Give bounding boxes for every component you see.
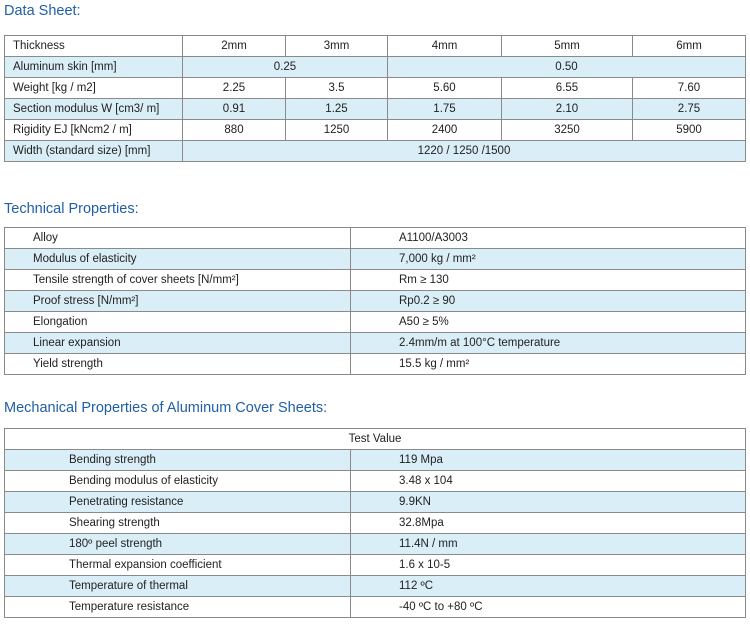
table-row — [5, 597, 746, 618]
table-cell: 2400 — [388, 120, 502, 141]
property-value: A50 ≥ 5% — [351, 312, 746, 333]
table-row — [5, 555, 746, 576]
property-value: 3.48 x 104 — [351, 471, 746, 492]
property-label: 180º peel strength — [5, 534, 351, 555]
table-cell: 1250 — [286, 120, 388, 141]
table-cell: 3.5 — [286, 78, 388, 99]
property-value: 9.9KN — [351, 492, 746, 513]
col-header: 4mm — [388, 36, 502, 57]
col-header: 3mm — [286, 36, 388, 57]
table-row — [5, 354, 746, 375]
table-row — [5, 270, 746, 291]
data-sheet-title: Data Sheet: — [4, 3, 81, 19]
property-value: 1.6 x 10-5 — [351, 555, 746, 576]
property-value: 119 Mpa — [351, 450, 746, 471]
mechanical-table — [4, 428, 746, 618]
section-modulus-label: Section modulus W [cm3/ m] — [5, 99, 183, 120]
table-cell: 7.60 — [633, 78, 746, 99]
property-label: Tensile strength of cover sheets [N/mm²] — [5, 270, 351, 291]
property-value: 11.4N / mm — [351, 534, 746, 555]
property-label: Bending modulus of elasticity — [5, 471, 351, 492]
technical-title: Technical Properties: — [4, 201, 139, 217]
table-row — [5, 333, 746, 354]
table-cell: 0.91 — [183, 99, 286, 120]
property-value: Rm ≥ 130 — [351, 270, 746, 291]
property-label: Shearing strength — [5, 513, 351, 534]
table-cell: 5900 — [633, 120, 746, 141]
table-cell: 2.10 — [502, 99, 633, 120]
property-label: Bending strength — [5, 450, 351, 471]
property-label: Temperature of thermal — [5, 576, 351, 597]
width-value: 1220 / 1250 /1500 — [183, 141, 746, 162]
table-cell: 2.75 — [633, 99, 746, 120]
table-row — [5, 312, 746, 333]
mechanical-title: Mechanical Properties of Aluminum Cover Sheets: — [4, 400, 328, 416]
col-header: 6mm — [633, 36, 746, 57]
table-row — [5, 429, 746, 450]
property-value: 112 ºC — [351, 576, 746, 597]
property-label: Proof stress [N/mm²] — [5, 291, 351, 312]
table-row — [5, 57, 746, 78]
table-row — [5, 249, 746, 270]
table-row — [5, 492, 746, 513]
table-row — [5, 120, 746, 141]
property-value: 7,000 kg / mm² — [351, 249, 746, 270]
table-row — [5, 450, 746, 471]
aluminum-skin-label: Aluminum skin [mm] — [5, 57, 183, 78]
property-label: Alloy — [5, 228, 351, 249]
rigidity-label: Rigidity EJ [kNcm2 / m] — [5, 120, 183, 141]
technical-table — [4, 227, 746, 375]
aluminum-skin-thick: 0.50 — [388, 57, 746, 78]
property-value: 32.8Mpa — [351, 513, 746, 534]
table-cell: 880 — [183, 120, 286, 141]
property-label: Linear expansion — [5, 333, 351, 354]
property-label: Elongation — [5, 312, 351, 333]
table-cell: 1.25 — [286, 99, 388, 120]
table-row — [5, 513, 746, 534]
table-row — [5, 141, 746, 162]
test-value-header: Test Value — [5, 429, 746, 450]
property-label: Penetrating resistance — [5, 492, 351, 513]
table-cell: 3250 — [502, 120, 633, 141]
aluminum-skin-thin: 0.25 — [183, 57, 388, 78]
property-value: A1100/A3003 — [351, 228, 746, 249]
weight-label: Weight [kg / m2] — [5, 78, 183, 99]
table-row — [5, 291, 746, 312]
table-cell: 2.25 — [183, 78, 286, 99]
property-label: Thermal expansion coefficient — [5, 555, 351, 576]
property-value: 15.5 kg / mm² — [351, 354, 746, 375]
table-row — [5, 99, 746, 120]
table-row — [5, 576, 746, 597]
thickness-label: Thickness — [5, 36, 183, 57]
table-row — [5, 36, 746, 57]
property-value: 2.4mm/m at 100°C temperature — [351, 333, 746, 354]
property-value: -40 ºC to +80 ºC — [351, 597, 746, 618]
width-label: Width (standard size) [mm] — [5, 141, 183, 162]
table-cell: 1.75 — [388, 99, 502, 120]
property-label: Temperature resistance — [5, 597, 351, 618]
data-sheet-table — [4, 35, 746, 162]
table-row — [5, 534, 746, 555]
table-cell: 5.60 — [388, 78, 502, 99]
property-value: Rp0.2 ≥ 90 — [351, 291, 746, 312]
col-header: 5mm — [502, 36, 633, 57]
table-cell: 6.55 — [502, 78, 633, 99]
property-label: Yield strength — [5, 354, 351, 375]
table-row — [5, 228, 746, 249]
table-row — [5, 78, 746, 99]
table-row — [5, 471, 746, 492]
property-label: Modulus of elasticity — [5, 249, 351, 270]
col-header: 2mm — [183, 36, 286, 57]
